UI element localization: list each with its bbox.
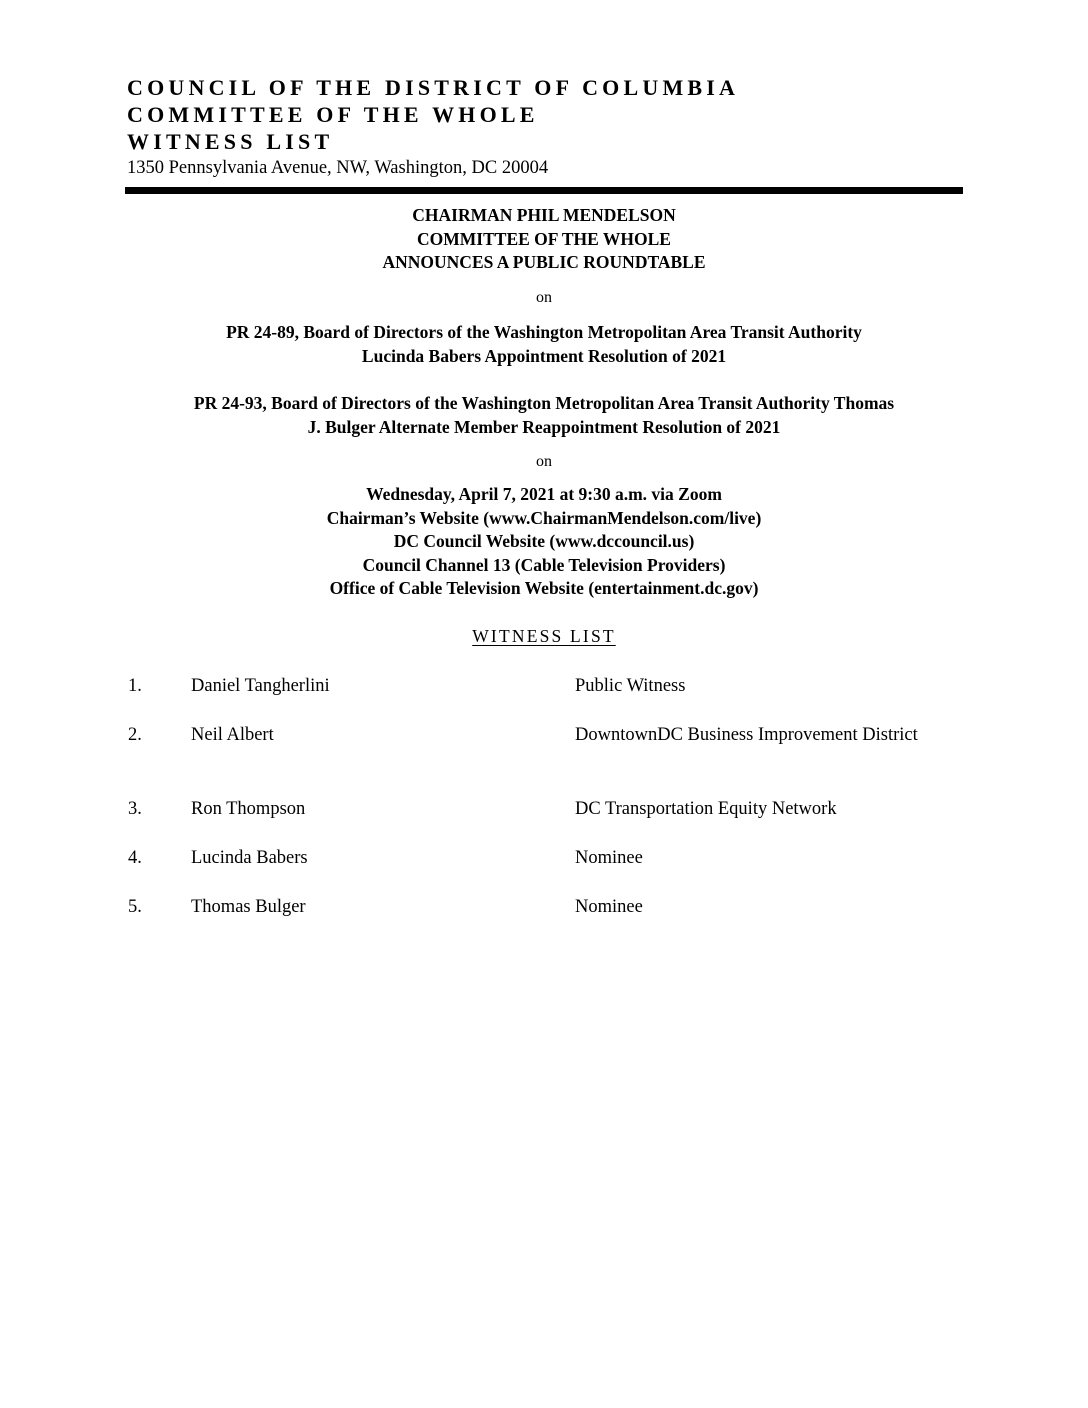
witness-number: 2. [128,725,142,745]
resolution-1-title-line-2: Lucinda Babers Appointment Resolution of 2021 [361,345,727,366]
viewing-option-channel-13: Council Channel 13 (Cable Television Providers) [362,554,726,575]
resolution-2-title-line-1: PR 24-93, Board of Directors of the Washington Metropolitan Area Transit Authority Thomas [193,393,895,413]
witness-affiliation: DC Transportation Equity Network [575,799,837,819]
witness-number: 3. [128,799,142,819]
viewing-option-cable-tv-website: Office of Cable Television Website (entertainment.dc.gov) [329,578,759,598]
header-divider [125,187,963,194]
hearing-details [125,483,963,601]
witness-number: 5. [128,897,142,917]
letterhead [127,74,967,180]
resolution-2-title-line-2: J. Bulger Alternate Member Reappointment Resolution of 2021 [307,416,781,437]
witness-name: Daniel Tangherlini [191,676,330,696]
witness-name: Neil Albert [191,725,274,745]
on-connector-1: on [536,289,552,306]
witness-name: Ron Thompson [191,799,306,819]
witness-name: Thomas Bulger [191,897,306,917]
viewing-option-council-website: DC Council Website (www.dccouncil.us) [393,531,695,551]
announcement-roundtable: ANNOUNCES A PUBLIC ROUNDTABLE [382,252,706,272]
announcement-committee: COMMITTEE OF THE WHOLE [417,228,671,249]
witness-affiliation: Public Witness [575,676,686,696]
witness-affiliation: Nominee [575,897,643,917]
letterhead-council-name: COUNCIL OF THE DISTRICT OF COLUMBIA [127,75,740,100]
announcement-header [125,204,963,275]
letterhead-document-type: WITNESS LIST [127,129,334,154]
letterhead-address: 1350 Pennsylvania Avenue, NW, Washington, DC 20004 [127,158,549,178]
witness-list-heading [125,624,963,648]
viewing-option-chairman-website: Chairman’s Website (www.ChairmanMendelson.com/live) [326,507,762,528]
witness-affiliation: DowntownDC Business Improvement District [575,725,918,745]
hearing-date-time: Wednesday, April 7, 2021 at 9:30 a.m. via Zoom [366,484,722,504]
witness-affiliation: Nominee [575,848,643,868]
resolution-1-title-line-1: PR 24-89, Board of Directors of the Washington Metropolitan Area Transit Authority [226,322,862,342]
resolution-pr-24-93 [125,392,963,439]
letterhead-committee-name: COMMITTEE OF THE WHOLE [127,102,539,127]
resolution-pr-24-89 [125,321,963,368]
witness-number: 4. [128,848,142,868]
announcement-chairman: CHAIRMAN PHIL MENDELSON [412,205,676,225]
witness-list-heading-text: WITNESS LIST [472,626,616,646]
witness-name: Lucinda Babers [191,848,308,868]
witness-number: 1. [128,676,142,696]
on-connector-2: on [536,453,552,470]
